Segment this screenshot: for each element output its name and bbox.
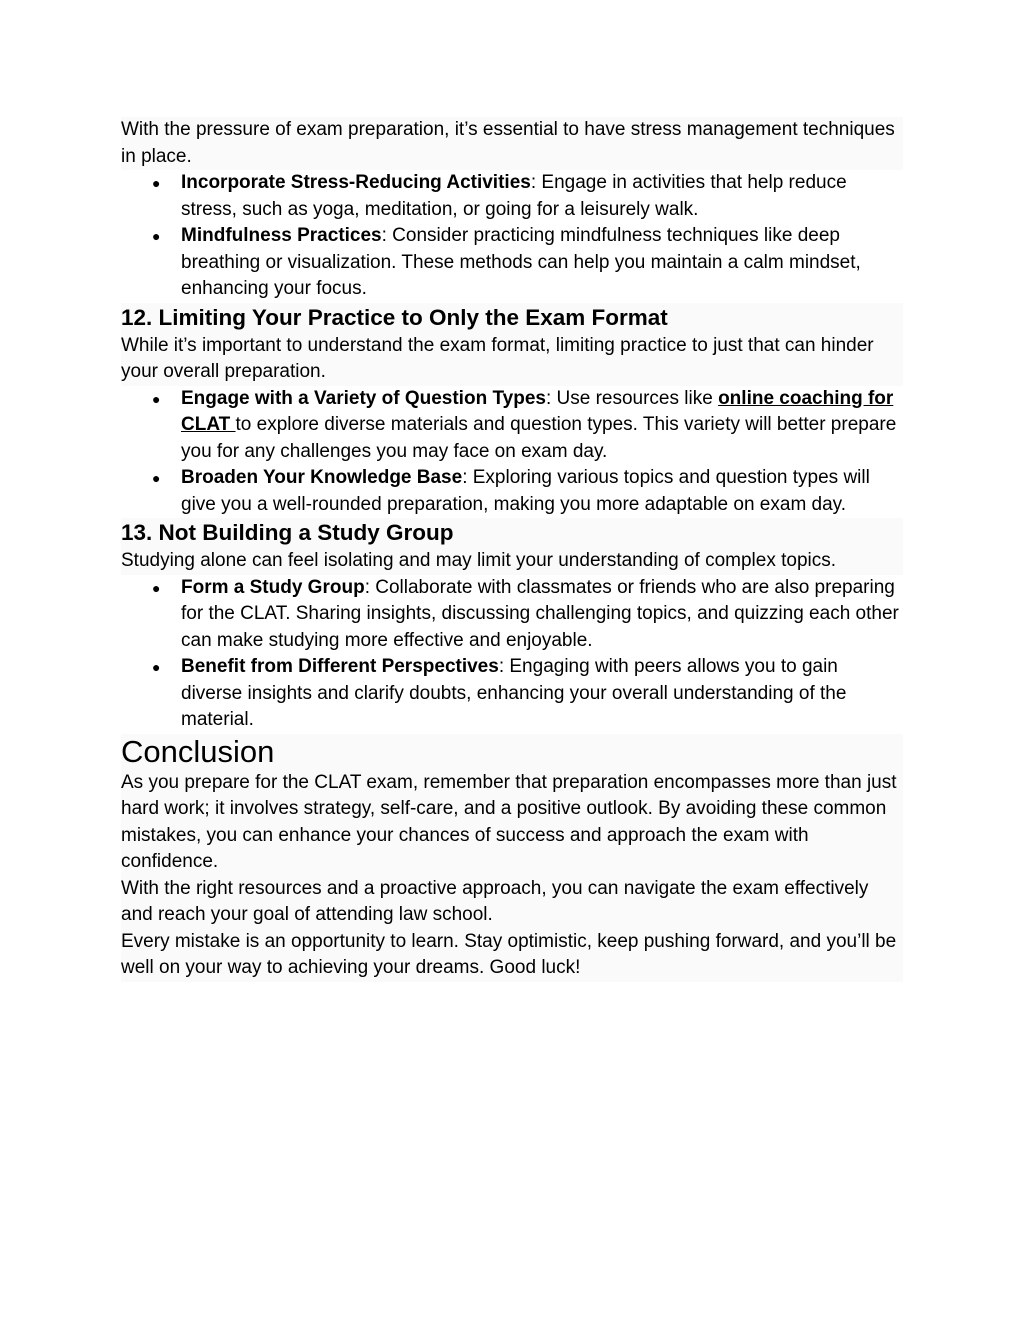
section-13-heading: 13. Not Building a Study Group	[121, 518, 903, 548]
list-item-text: : Engage in activities that help reduce stress, such as yoga, meditation, or going for a leisurely walk.	[181, 172, 847, 220]
stress-list	[121, 170, 903, 303]
list-item-text: : Collaborate with classmates or friends who are also preparing for the CLAT. Sharing insights, discussing challenging topics, and quizzing each other can make studying more effective and enjoyable.	[181, 576, 899, 651]
document-page	[121, 117, 903, 982]
list-item	[181, 223, 903, 303]
list-item	[181, 575, 903, 655]
conclusion-paragraph: Every mistake is an opportunity to learn. Stay optimistic, keep pushing forward, and you’ll be well on your way to achieving your dreams. Good luck!	[121, 929, 903, 982]
intro-paragraph: With the pressure of exam preparation, it’s essential to have stress management techniques in place.	[121, 117, 903, 170]
list-item-text: : Consider practicing mindfulness techniques like deep breathing or visualization. These methods can help you maintain a calm mindset, enhancing your focus.	[181, 225, 861, 299]
list-item-text: : Use resources like	[545, 387, 719, 409]
section-12-intro: While it’s important to understand the exam format, limiting practice to just that can hinder your overall preparation.	[121, 333, 903, 386]
list-item-title: Incorporate Stress-Reducing Activities	[181, 172, 531, 193]
conclusion-heading: Conclusion	[121, 734, 903, 770]
section-12-list	[121, 386, 903, 519]
list-item	[181, 465, 903, 518]
list-item	[181, 654, 903, 734]
list-item-text: : Exploring various topics and question types will give you a well-rounded preparation, making you more adaptable on exam day.	[181, 467, 870, 515]
section-13-list	[121, 575, 903, 734]
list-item-title: Mindfulness Practices	[181, 225, 382, 246]
list-item-title: Broaden Your Knowledge Base	[181, 467, 463, 488]
online-coaching-link[interactable]: online coaching for CLAT	[181, 387, 894, 435]
conclusion-paragraph: With the right resources and a proactive approach, you can navigate the exam effectively and reach your goal of attending law school.	[121, 876, 903, 929]
list-item-title: Benefit from Different Perspectives	[181, 656, 499, 677]
list-item-title: Form a Study Group	[181, 576, 365, 598]
list-item-text: : Engaging with peers allows you to gain diverse insights and clarify doubts, enhancing your overall understanding of the material.	[181, 656, 847, 730]
list-item-title: Engage with a Variety of Question Types	[181, 387, 546, 409]
section-13-intro: Studying alone can feel isolating and may limit your understanding of complex topics.	[121, 548, 903, 575]
list-item	[181, 386, 903, 466]
conclusion-paragraph: As you prepare for the CLAT exam, remember that preparation encompasses more than just hard work; it involves strategy, self-care, and a positive outlook. By avoiding these common mistakes, you can enhance your chances of success and approach the exam with confidence.	[121, 770, 903, 876]
list-item	[181, 170, 903, 223]
section-12-heading: 12. Limiting Your Practice to Only the Exam Format	[121, 303, 903, 333]
list-item-text: to explore diverse materials and question types. This variety will better prepare you for any challenges you may face on exam day.	[181, 414, 897, 462]
